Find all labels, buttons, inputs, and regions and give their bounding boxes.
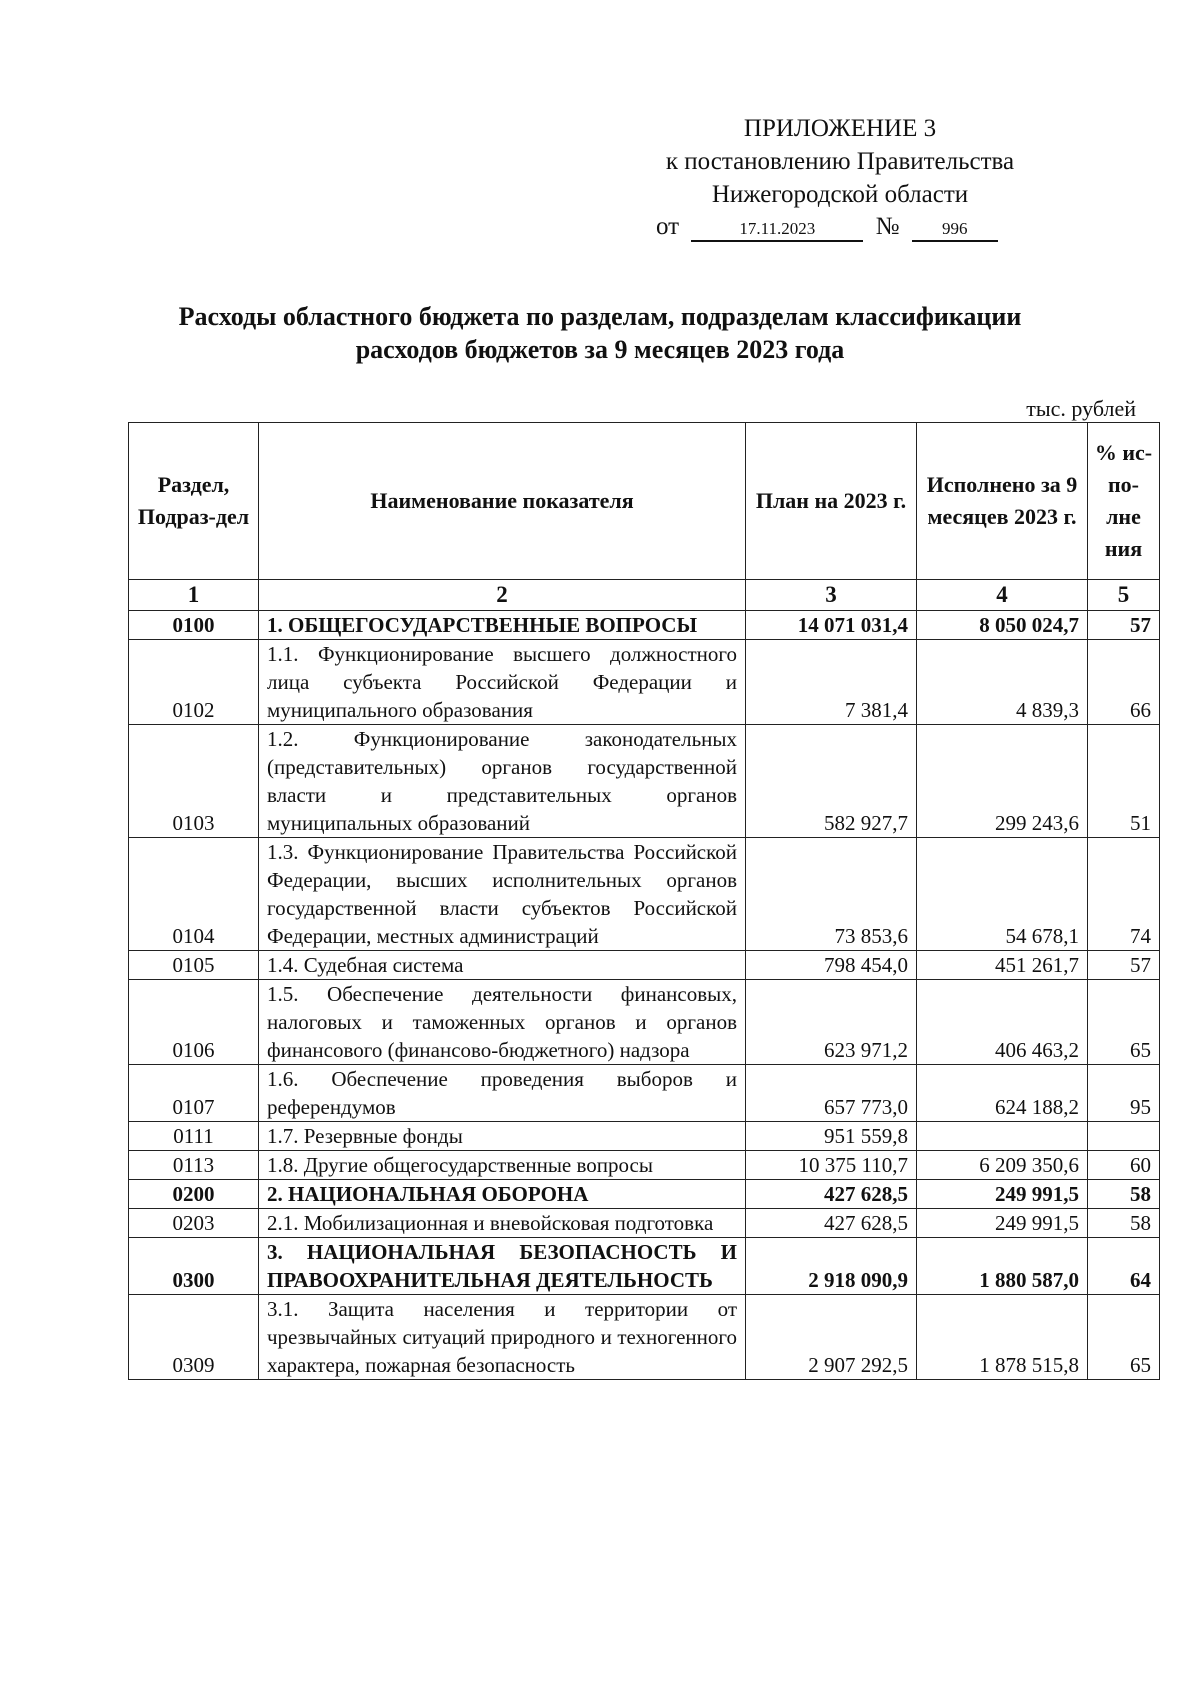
row-code: 0106: [129, 980, 259, 1065]
table-row: [129, 1295, 1160, 1380]
row-name: 3.1. Защита населения и территории от чрезвычайных ситуаций природного и техногенного характера, пожарная безопасность: [259, 1295, 746, 1380]
header-done: Исполнено за 9 месяцев 2023 г.: [917, 423, 1088, 580]
table-row: [129, 1122, 1160, 1151]
appendix-region: Нижегородской области: [711, 181, 969, 208]
row-name: 1.5. Обеспечение деятельности финансовых, налоговых и таможенных органов и органов финансового (финансово-бюджетного) надзора: [259, 980, 746, 1065]
row-plan: 2 918 090,9: [746, 1238, 917, 1295]
table-row: [129, 951, 1160, 980]
budget-table: [128, 422, 1160, 1380]
row-plan: 951 559,8: [746, 1122, 917, 1151]
row-pct: 64: [1088, 1238, 1160, 1295]
column-number-row: [129, 580, 1160, 611]
row-code: 0100: [129, 611, 259, 640]
row-pct: 58: [1088, 1209, 1160, 1238]
table-row: [129, 1238, 1160, 1295]
row-pct: 65: [1088, 1295, 1160, 1380]
document-title-line1: Расходы областного бюджета по разделам, подразделам классификации: [178, 302, 1022, 331]
row-plan: 10 375 110,7: [746, 1151, 917, 1180]
header-code: Раздел, Подраз-дел: [129, 423, 259, 580]
column-number: 1: [129, 580, 259, 611]
row-name: 1.8. Другие общегосударственные вопросы: [259, 1151, 746, 1180]
row-code: 0200: [129, 1180, 259, 1209]
row-name: 1.3. Функционирование Правительства Российской Федерации, высших исполнительных органов государственной власти субъектов Российской Федерации, местных администраций: [259, 838, 746, 951]
row-pct: 58: [1088, 1180, 1160, 1209]
row-done: 54 678,1: [917, 838, 1088, 951]
row-done: 249 991,5: [917, 1180, 1088, 1209]
row-code: 0300: [129, 1238, 259, 1295]
row-pct: 57: [1088, 611, 1160, 640]
row-plan: 7 381,4: [746, 640, 917, 725]
table-row: [129, 1065, 1160, 1122]
row-done: 6 209 350,6: [917, 1151, 1088, 1180]
column-number: 4: [917, 580, 1088, 611]
row-code: 0203: [129, 1209, 259, 1238]
row-plan: 582 927,7: [746, 725, 917, 838]
table-header-row: [129, 423, 1160, 580]
row-done: 299 243,6: [917, 725, 1088, 838]
row-pct: 65: [1088, 980, 1160, 1065]
row-name: 2.1. Мобилизационная и вневойсковая подготовка: [259, 1209, 746, 1238]
table-row: [129, 838, 1160, 951]
row-code: 0107: [129, 1065, 259, 1122]
document-title: [100, 300, 1100, 366]
row-pct: 66: [1088, 640, 1160, 725]
row-plan: 623 971,2: [746, 980, 917, 1065]
row-plan: 73 853,6: [746, 838, 917, 951]
row-name: 2. НАЦИОНАЛЬНАЯ ОБОРОНА: [259, 1180, 746, 1209]
column-number: 5: [1088, 580, 1160, 611]
table-row: [129, 725, 1160, 838]
row-done: [917, 1122, 1088, 1151]
row-code: 0102: [129, 640, 259, 725]
row-plan: 798 454,0: [746, 951, 917, 980]
row-pct: 51: [1088, 725, 1160, 838]
row-name: 1.1. Функционирование высшего должностного лица субъекта Российской Федерации и муниципального образования: [259, 640, 746, 725]
budget-table-body: [129, 611, 1160, 1380]
table-row: [129, 640, 1160, 725]
table-row: [129, 611, 1160, 640]
document-title-line2: расходов бюджетов за 9 месяцев 2023 года: [355, 335, 845, 364]
row-name: 1.2. Функционирование законодательных (представительных) органов государственной власти и представительных органов муниципальных образований: [259, 725, 746, 838]
row-name: 1. ОБЩЕГОСУДАРСТВЕННЫЕ ВОПРОСЫ: [259, 611, 746, 640]
row-name: 1.4. Судебная система: [259, 951, 746, 980]
row-plan: 427 628,5: [746, 1180, 917, 1209]
units-label: тыс. рублей: [1026, 396, 1136, 421]
row-name: 3. НАЦИОНАЛЬНАЯ БЕЗОПАСНОСТЬ И ПРАВООХРАНИТЕЛЬНАЯ ДЕЯТЕЛЬНОСТЬ: [259, 1238, 746, 1295]
column-number: 3: [746, 580, 917, 611]
row-code: 0111: [129, 1122, 259, 1151]
table-row: [129, 1180, 1160, 1209]
table-row: [129, 1209, 1160, 1238]
row-plan: 14 071 031,4: [746, 611, 917, 640]
row-done: 8 050 024,7: [917, 611, 1088, 640]
row-done: 1 880 587,0: [917, 1238, 1088, 1295]
row-pct: 95: [1088, 1065, 1160, 1122]
row-code: 0113: [129, 1151, 259, 1180]
appendix-title: ПРИЛОЖЕНИЕ 3: [743, 115, 937, 142]
row-plan: 2 907 292,5: [746, 1295, 917, 1380]
header-plan: План на 2023 г.: [746, 423, 917, 580]
row-code: 0105: [129, 951, 259, 980]
row-plan: 657 773,0: [746, 1065, 917, 1122]
row-code: 0104: [129, 838, 259, 951]
row-done: 624 188,2: [917, 1065, 1088, 1122]
row-done: 4 839,3: [917, 640, 1088, 725]
column-number: 2: [259, 580, 746, 611]
header-pct: % ис-по-лне ния: [1088, 423, 1160, 580]
row-plan: 427 628,5: [746, 1209, 917, 1238]
number-label: №: [875, 213, 900, 240]
table-row: [129, 980, 1160, 1065]
decree-number: 996: [912, 219, 998, 242]
row-done: 249 991,5: [917, 1209, 1088, 1238]
row-name: 1.7. Резервные фонды: [259, 1122, 746, 1151]
appendix-decree: к постановлению Правительства: [665, 148, 1015, 175]
decree-date: 17.11.2023: [691, 219, 863, 242]
row-code: 0309: [129, 1295, 259, 1380]
row-name: 1.6. Обеспечение проведения выборов и референдумов: [259, 1065, 746, 1122]
row-code: 0103: [129, 725, 259, 838]
decree-date-number: [656, 212, 998, 242]
row-done: 451 261,7: [917, 951, 1088, 980]
row-pct: [1088, 1122, 1160, 1151]
row-done: 1 878 515,8: [917, 1295, 1088, 1380]
table-row: [129, 1151, 1160, 1180]
from-label: от: [656, 213, 680, 240]
header-name: Наименование показателя: [259, 423, 746, 580]
appendix-header: [600, 112, 1080, 211]
row-done: 406 463,2: [917, 980, 1088, 1065]
row-pct: 74: [1088, 838, 1160, 951]
row-pct: 60: [1088, 1151, 1160, 1180]
row-pct: 57: [1088, 951, 1160, 980]
